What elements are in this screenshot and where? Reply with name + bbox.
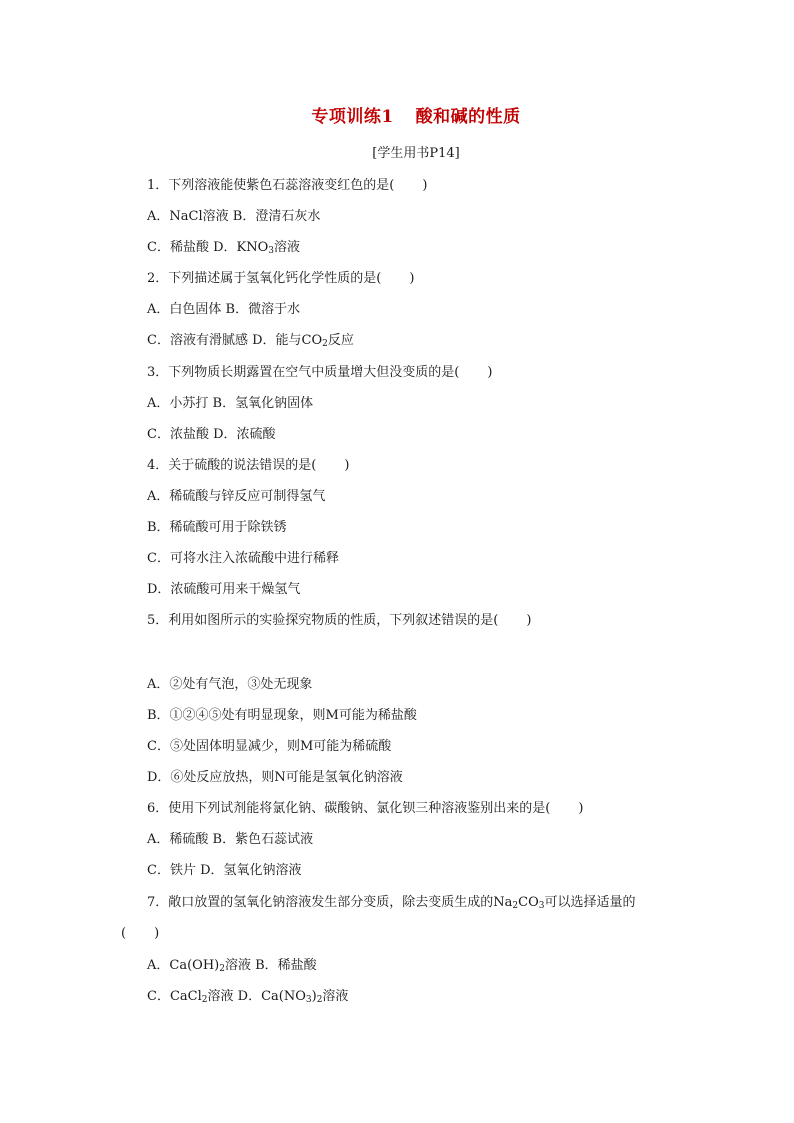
q4-option-a: A．稀硫酸与锌反应可制得氢气 [147,489,326,504]
page-title [0,106,794,128]
q3-stem: 3．下列物质长期露置在空气中质量增大但没变质的是( ) [147,365,493,380]
q5-stem: 5．利用如图所示的实验探究物质的性质，下列叙述错误的是( ) [147,613,532,628]
q2-option-d: D．能与$CO_2$反应 [252,333,354,349]
q5-option-d: D．⑥处反应放热，则N可能是氢氧化钠溶液 [147,770,403,785]
q5-option-b: B．①②④⑤处有明显现象，则M可能为稀盐酸 [147,708,417,723]
q4-option-b: B．稀硫酸可用于除铁锈 [147,520,287,535]
q7-options-cd [147,987,348,1007]
q6-option-b: B．紫色石蕊试液 [212,832,314,847]
q3-options-ab [147,394,313,414]
q4-stem: 4．关于硫酸的说法错误的是( ) [147,458,350,473]
q7-option-a: A．$Ca(OH)_2$溶液 [147,958,251,974]
q7-option-d: D．$Ca(NO_3)_2$溶液 [237,989,349,1005]
q1-options-cd [147,238,300,258]
q7-option-b: B．稀盐酸 [255,958,317,973]
q5-option-a: A．②处有气泡，③处无现象 [147,677,313,692]
q6-stem: 6．使用下列试剂能将氯化钠、碳酸钠、氯化钡三种溶液鉴别出来的是( ) [147,801,584,816]
q4-option-d: D．浓硫酸可用来干燥氢气 [147,582,301,597]
q4-option-c: C．可将水注入浓硫酸中进行稀释 [147,551,339,566]
q1-option-b: B．澄清石灰水 [232,209,321,224]
source-note: [学生用书P14] [372,146,460,161]
q1-option-d: D．$KNO_3$溶液 [213,240,301,256]
q7-option-c: C．CaCl$_2$溶液 [147,989,234,1005]
q2-option-c: C．溶液有滑腻感 [147,333,248,348]
q3-option-d: D．浓硫酸 [213,427,276,442]
q6-option-c: C．铁片 [147,863,196,878]
title-sub: 酸和碱的性质 [415,107,521,127]
q2-option-b: B．微溶于水 [225,302,301,317]
q3-option-a: A．小苏打 [147,396,209,411]
q1-options-ab [147,207,320,227]
q3-option-b: B．氢氧化钠固体 [212,396,314,411]
q5-option-c: C．⑤处固体明显减少，则M可能为稀硫酸 [147,739,392,754]
q2-stem: 2．下列描述属于氢氧化钙化学性质的是( ) [147,271,415,286]
q1-option-c: C．稀盐酸 [147,240,209,255]
q2-option-a: A．白色固体 [147,302,222,317]
q6-option-a: A．稀硫酸 [147,832,209,847]
q3-option-c: C．浓盐酸 [147,427,209,442]
q2-options-cd [147,331,354,351]
q7-stem-paren: ( ) [121,926,160,941]
q3-options-cd [147,425,276,445]
q6-options-ab [147,830,313,850]
q7-options-ab [147,956,317,976]
title-main: 专项训练1 [311,107,394,127]
q6-option-d: D．氢氧化钠溶液 [200,863,302,878]
q1-stem: 1．下列溶液能使紫色石蕊溶液变红色的是( ) [147,178,428,193]
q6-options-cd [147,861,302,881]
q7-stem: 7．敞口放置的氢氧化钠溶液发生部分变质，除去变质生成的$Na_2CO_3$可以选择适量的 [147,895,636,911]
q2-options-ab [147,300,300,320]
q1-option-a: A．NaCl溶液 [147,209,229,224]
